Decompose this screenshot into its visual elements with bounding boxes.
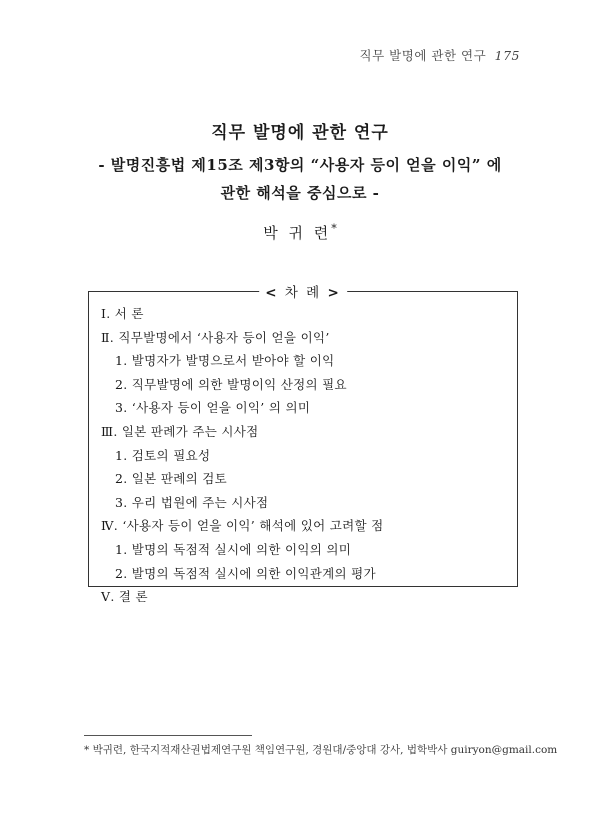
toc-item: 3. ‘사용자 등이 얻을 이익’ 의 의미	[115, 400, 311, 416]
toc-item: 1. 검토의 필요성	[115, 447, 211, 463]
author	[0, 222, 600, 243]
toc-item: Ⅴ. 결 론	[101, 589, 148, 605]
table-of-contents	[88, 285, 518, 605]
paper-title: 직무 발명에 관한 연구	[211, 123, 389, 143]
author-name: 박 귀 련	[263, 224, 332, 242]
toc-item: 2. 발명의 독점적 실시에 의한 이익관계의 평가	[115, 565, 376, 581]
toc-heading	[259, 281, 347, 301]
toc-heading-text: 차 례	[284, 285, 322, 301]
toc-list	[89, 292, 517, 609]
toc-item: Ⅲ. 일본 판례가 주는 시사점	[101, 423, 259, 439]
footnote: * 박귀련, 한국지적재산권법제연구원 책임연구원, 경원대/중앙대 강사, 법학박사 guiryon@gmail.com	[84, 744, 558, 756]
toc-item: 3. 우리 법원에 주는 시사점	[115, 494, 269, 510]
author-footnote-mark: *	[331, 222, 337, 235]
toc-item: Ⅳ. ‘사용자 등이 얻을 이익’ 해석에 있어 고려할 점	[101, 518, 384, 534]
toc-item: Ⅰ. 서 론	[101, 306, 144, 321]
toc-item: Ⅱ. 직무발명에서 ‘사용자 등이 얻을 이익’	[101, 329, 330, 345]
toc-item: 1. 발명자가 발명으로서 받아야 할 이익	[115, 353, 335, 369]
running-title: 직무 발명에 관한 연구	[359, 48, 487, 63]
left-bracket-icon: <	[265, 285, 279, 301]
subtitle-line-2: 관한 해석을 중심으로 -	[220, 184, 380, 202]
subtitle-line-1: - 발명진흥법 제15조 제3항의 “사용자 등이 얻을 이익” 에	[98, 156, 502, 174]
right-bracket-icon: >	[327, 285, 341, 301]
toc-item: 2. 일본 판례의 검토	[115, 471, 227, 487]
toc-item: 1. 발명의 독점적 실시에 의한 이익의 의미	[115, 541, 352, 557]
footnote-divider	[84, 735, 252, 736]
running-header	[360, 46, 520, 64]
page-number: 175	[494, 48, 520, 63]
paper-subtitle	[0, 151, 600, 207]
toc-item: 2. 직무발명에 의한 발명이익 산정의 필요	[115, 376, 347, 392]
title-block	[0, 118, 600, 207]
